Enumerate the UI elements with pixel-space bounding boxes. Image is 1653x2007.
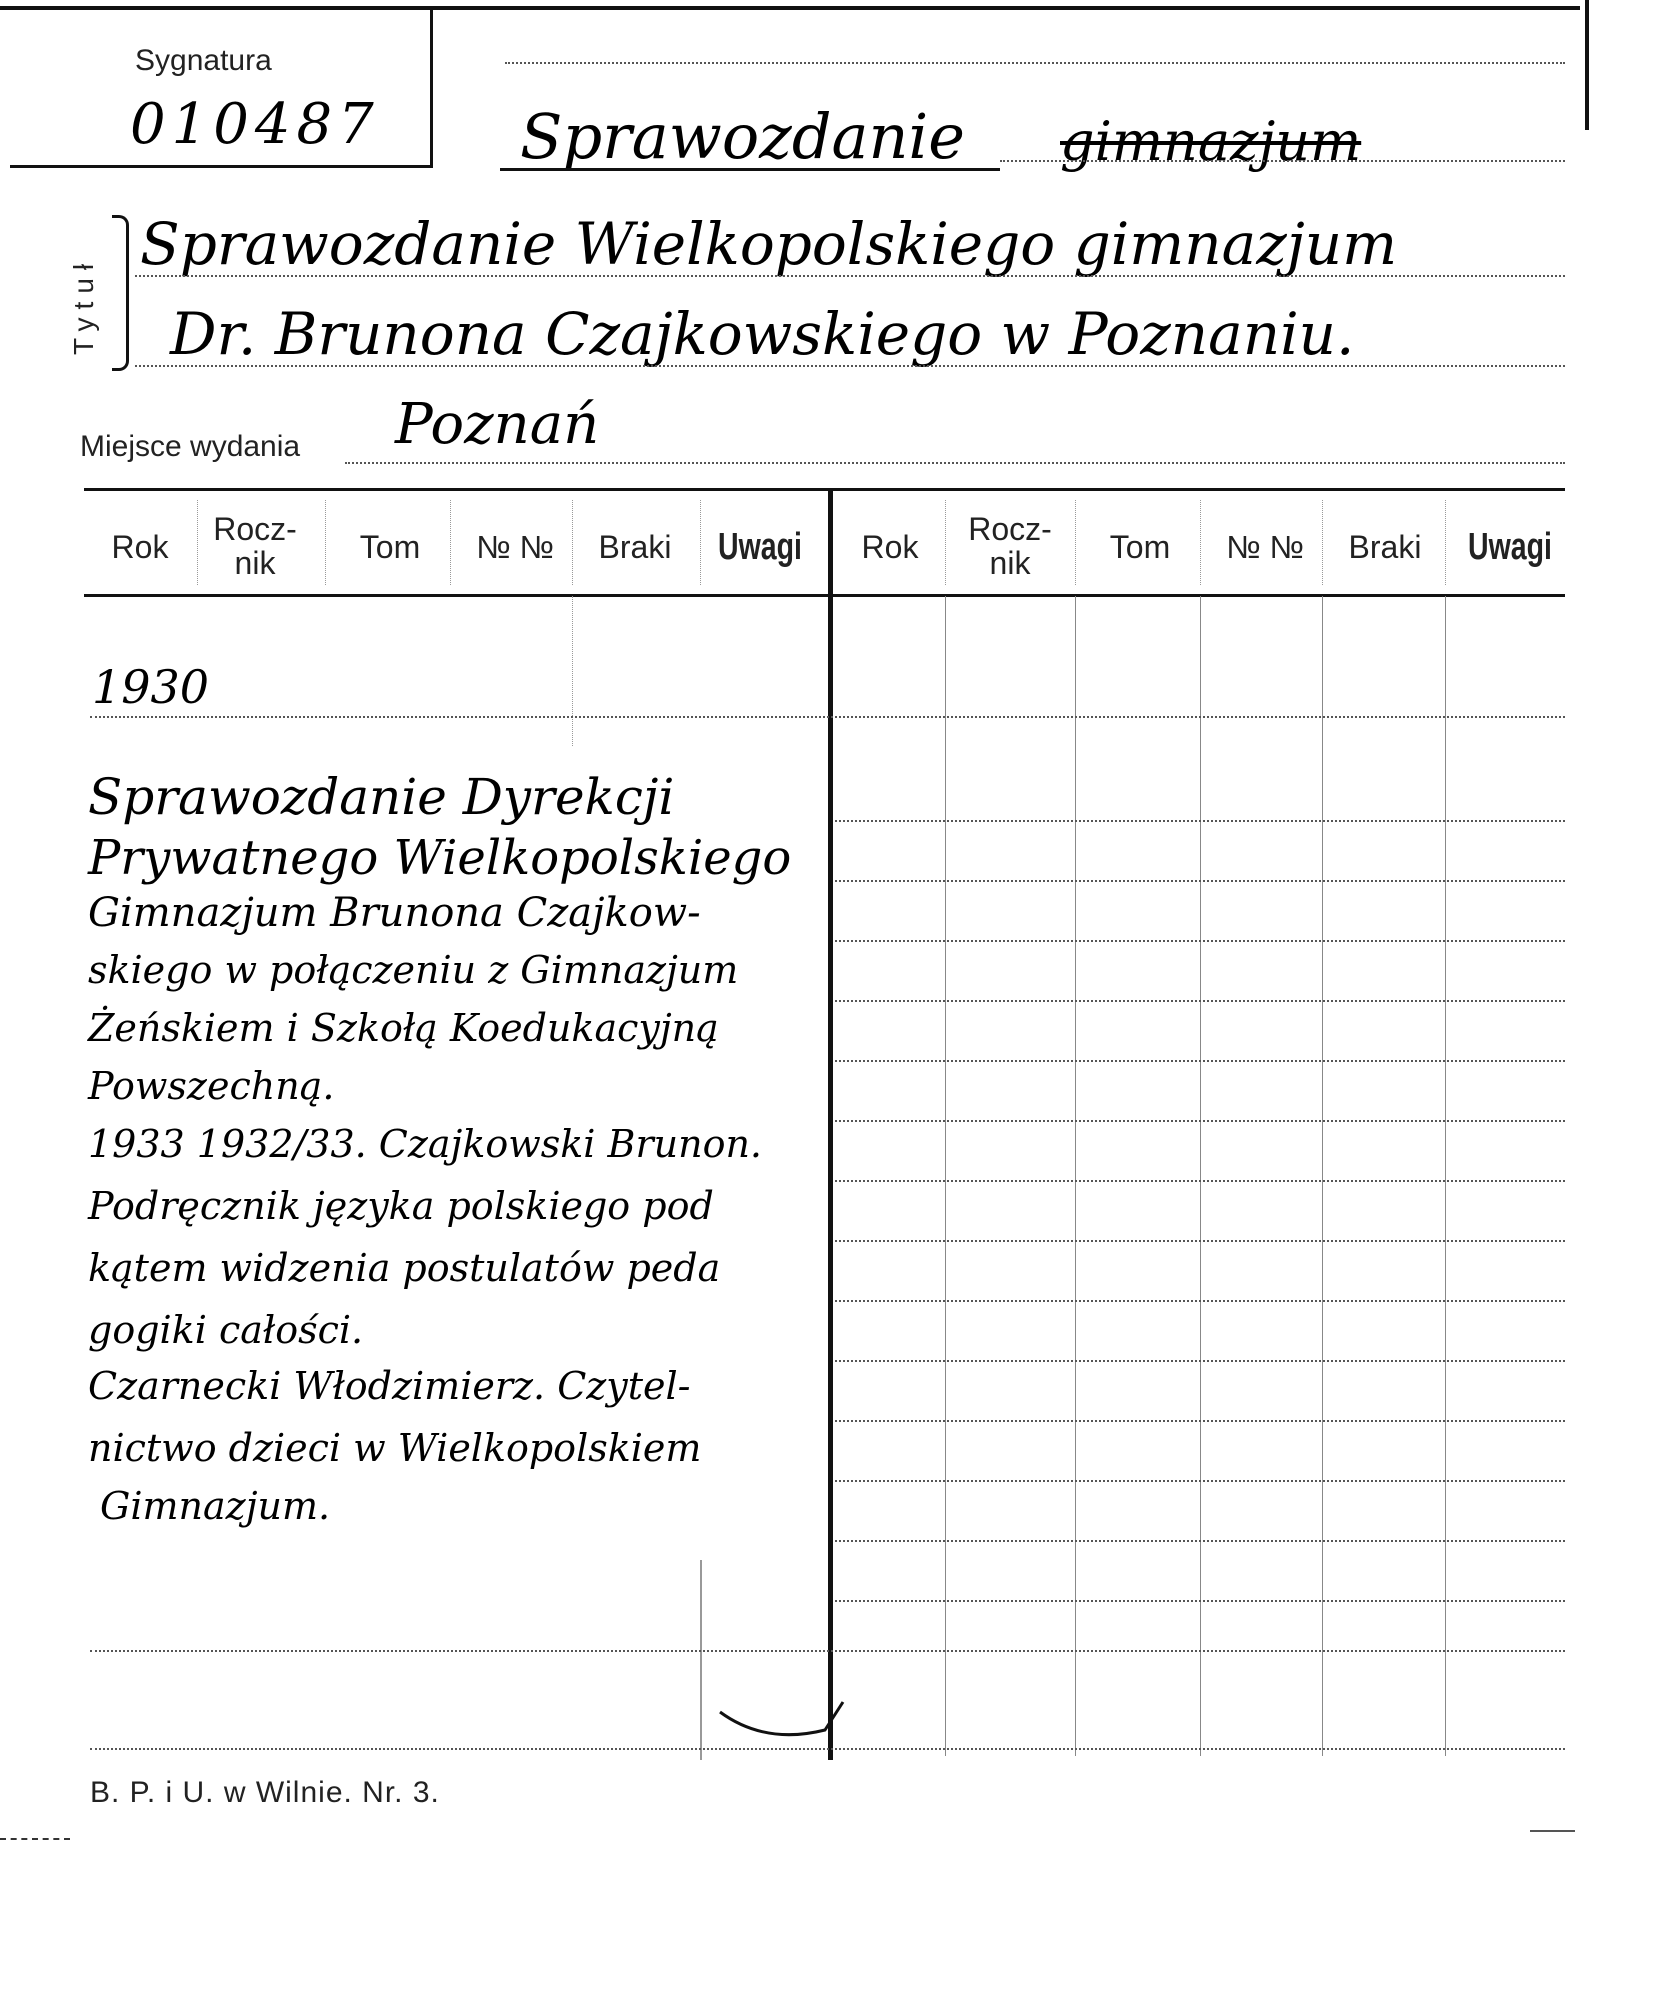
right-col-line — [1200, 596, 1201, 1756]
header-sep — [197, 500, 198, 585]
heading-underline — [500, 168, 1000, 171]
header-left-uwagi: Uwagi — [718, 526, 802, 568]
entry-line: 1933 1932/33. Czajkowski Brunon. — [88, 1122, 762, 1166]
row-dotline — [835, 1240, 1565, 1242]
row-dotline — [835, 1000, 1565, 1002]
row-dotline — [835, 1120, 1565, 1122]
entry-line: skiego w połączeniu z Gimnazjum — [88, 948, 739, 992]
heading-dotline — [1000, 160, 1565, 162]
row-dotline — [835, 940, 1565, 942]
right-col-line — [1322, 596, 1323, 1756]
row-dotline — [835, 880, 1565, 882]
title-line-2: Dr. Brunona Czajkowskiego w Poznaniu. — [170, 300, 1355, 368]
row-dotline — [835, 820, 1565, 822]
row-dotline — [90, 1650, 1565, 1652]
header-sep — [1075, 500, 1076, 585]
row-dotline — [835, 1540, 1565, 1542]
left-col-line — [700, 1560, 702, 1760]
header-sep — [1200, 500, 1201, 585]
signature-value: 010487 — [130, 92, 380, 157]
row-dotline — [835, 1180, 1565, 1182]
row-dotline — [835, 1420, 1565, 1422]
footer-edge-mark — [0, 1838, 70, 1840]
row-dotline — [835, 1600, 1565, 1602]
entry-line: Sprawozdanie Dyrekcji — [88, 768, 675, 826]
heading-struck-word: gimnazjum — [1060, 110, 1362, 173]
footer-printer: B. P. i U. w Wilnie. Nr. 3. — [90, 1776, 440, 1809]
entry-year: 1930 — [92, 660, 210, 714]
row-dotline — [835, 1480, 1565, 1482]
signature-label: Sygnatura — [135, 44, 272, 77]
entry-line: Prywatnego Wielkopolskiego — [88, 830, 792, 886]
title-label-box — [62, 205, 102, 365]
header-left-braki: Braki — [598, 529, 672, 565]
heading-word: Sprawozdanie — [520, 100, 965, 173]
closing-stroke-icon — [715, 1700, 845, 1760]
row-dotline — [90, 716, 1565, 718]
header-left-tom: Tom — [359, 529, 421, 565]
entry-line: gogiki całości. — [88, 1308, 364, 1352]
header-right-rok: Rok — [861, 529, 919, 565]
title-brace — [112, 215, 129, 371]
row-dotline — [835, 1300, 1565, 1302]
table-header-rule — [84, 594, 1565, 597]
header-right-numery: № № — [1226, 529, 1304, 565]
header-sep — [325, 500, 326, 585]
entry-line: Powszechną. — [88, 1064, 335, 1108]
entry-line: Gimnazjum. — [100, 1484, 331, 1528]
entry-line: Podręcznik języka polskiego pod — [88, 1184, 714, 1228]
place-dotline — [345, 462, 1565, 464]
heading-top-dotline — [505, 62, 1565, 64]
title-dotline-2 — [135, 365, 1565, 367]
header-sep — [450, 500, 451, 585]
row-dotline — [835, 1360, 1565, 1362]
header-sep — [1322, 500, 1323, 585]
left-col-line — [572, 596, 573, 746]
header-sep — [700, 500, 701, 585]
entry-line: nictwo dzieci w Wielkopolskiem — [88, 1426, 702, 1470]
header-sep — [945, 500, 946, 585]
header-left-numery: № № — [476, 529, 554, 565]
table-center-rule — [828, 490, 833, 1760]
footer-edge-mark — [1530, 1830, 1575, 1832]
header-right-tom: Tom — [1109, 529, 1171, 565]
place-value: Poznań — [395, 392, 600, 457]
header-left-rocznik: Rocz- nik — [213, 511, 297, 581]
header-right-braki: Braki — [1348, 529, 1422, 565]
title-label: Tytuł — [68, 255, 99, 355]
row-dotline — [835, 1060, 1565, 1062]
header-sep — [1445, 500, 1446, 585]
header-left-rok: Rok — [111, 529, 169, 565]
title-dotline-1 — [135, 275, 1565, 277]
right-edge-mark — [1585, 0, 1589, 130]
entry-line: Czarnecki Włodzimierz. Czytel- — [88, 1364, 691, 1408]
header-right-rocznik: Rocz- nik — [968, 511, 1052, 581]
place-label: Miejsce wydania — [80, 430, 301, 463]
entry-line: Gimnazjum Brunona Czajkow- — [88, 890, 701, 936]
right-col-line — [945, 596, 946, 1756]
table-top-rule — [84, 488, 1565, 491]
entry-line: Żeńskiem i Szkołą Koedukacyjną — [88, 1006, 719, 1050]
right-col-line — [1445, 596, 1446, 1756]
right-col-line — [1075, 596, 1076, 1756]
header-right-uwagi: Uwagi — [1468, 526, 1552, 568]
header-sep — [572, 500, 573, 585]
entry-line: kątem widzenia postulatów peda — [88, 1246, 721, 1290]
title-line-1: Sprawozdanie Wielkopolskiego gimnazjum — [140, 210, 1398, 278]
